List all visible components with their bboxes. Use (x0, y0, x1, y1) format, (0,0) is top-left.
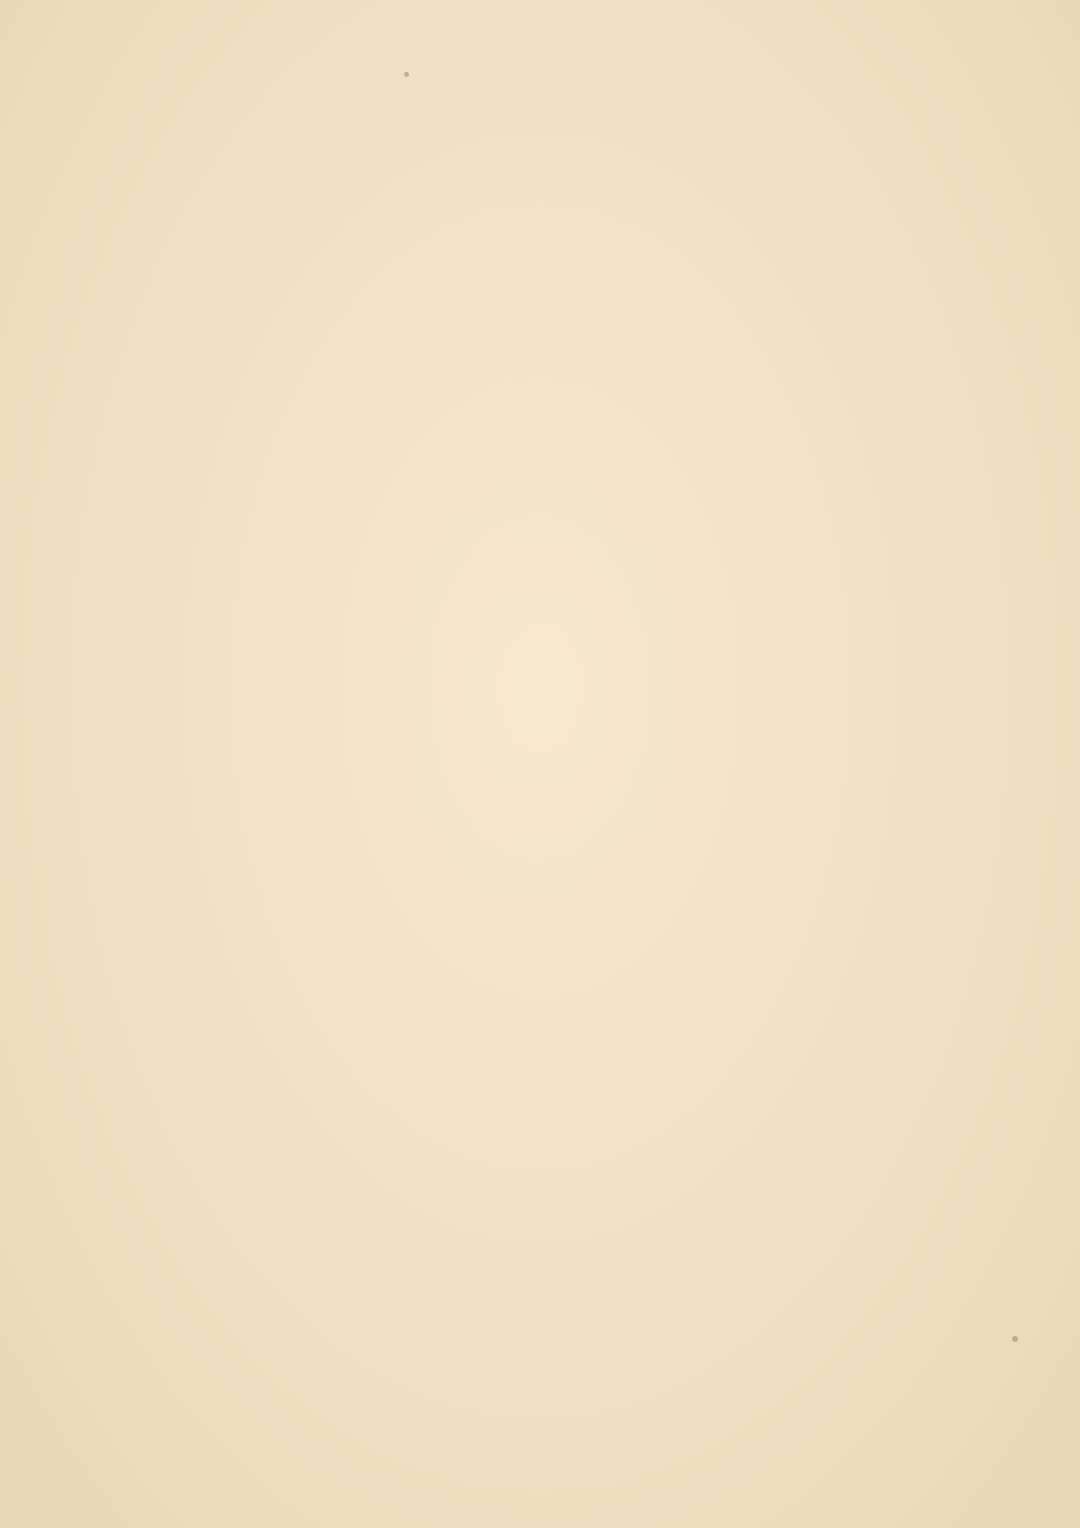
text-line (203, 1229, 927, 1259)
paper-speck (404, 72, 409, 77)
body-text-section-iv (203, 1229, 927, 1380)
text-line (203, 1289, 927, 1319)
text-line (203, 1259, 927, 1289)
text-line-final (203, 1350, 927, 1380)
text-line (203, 1320, 927, 1350)
paper-speck (1012, 1336, 1018, 1342)
